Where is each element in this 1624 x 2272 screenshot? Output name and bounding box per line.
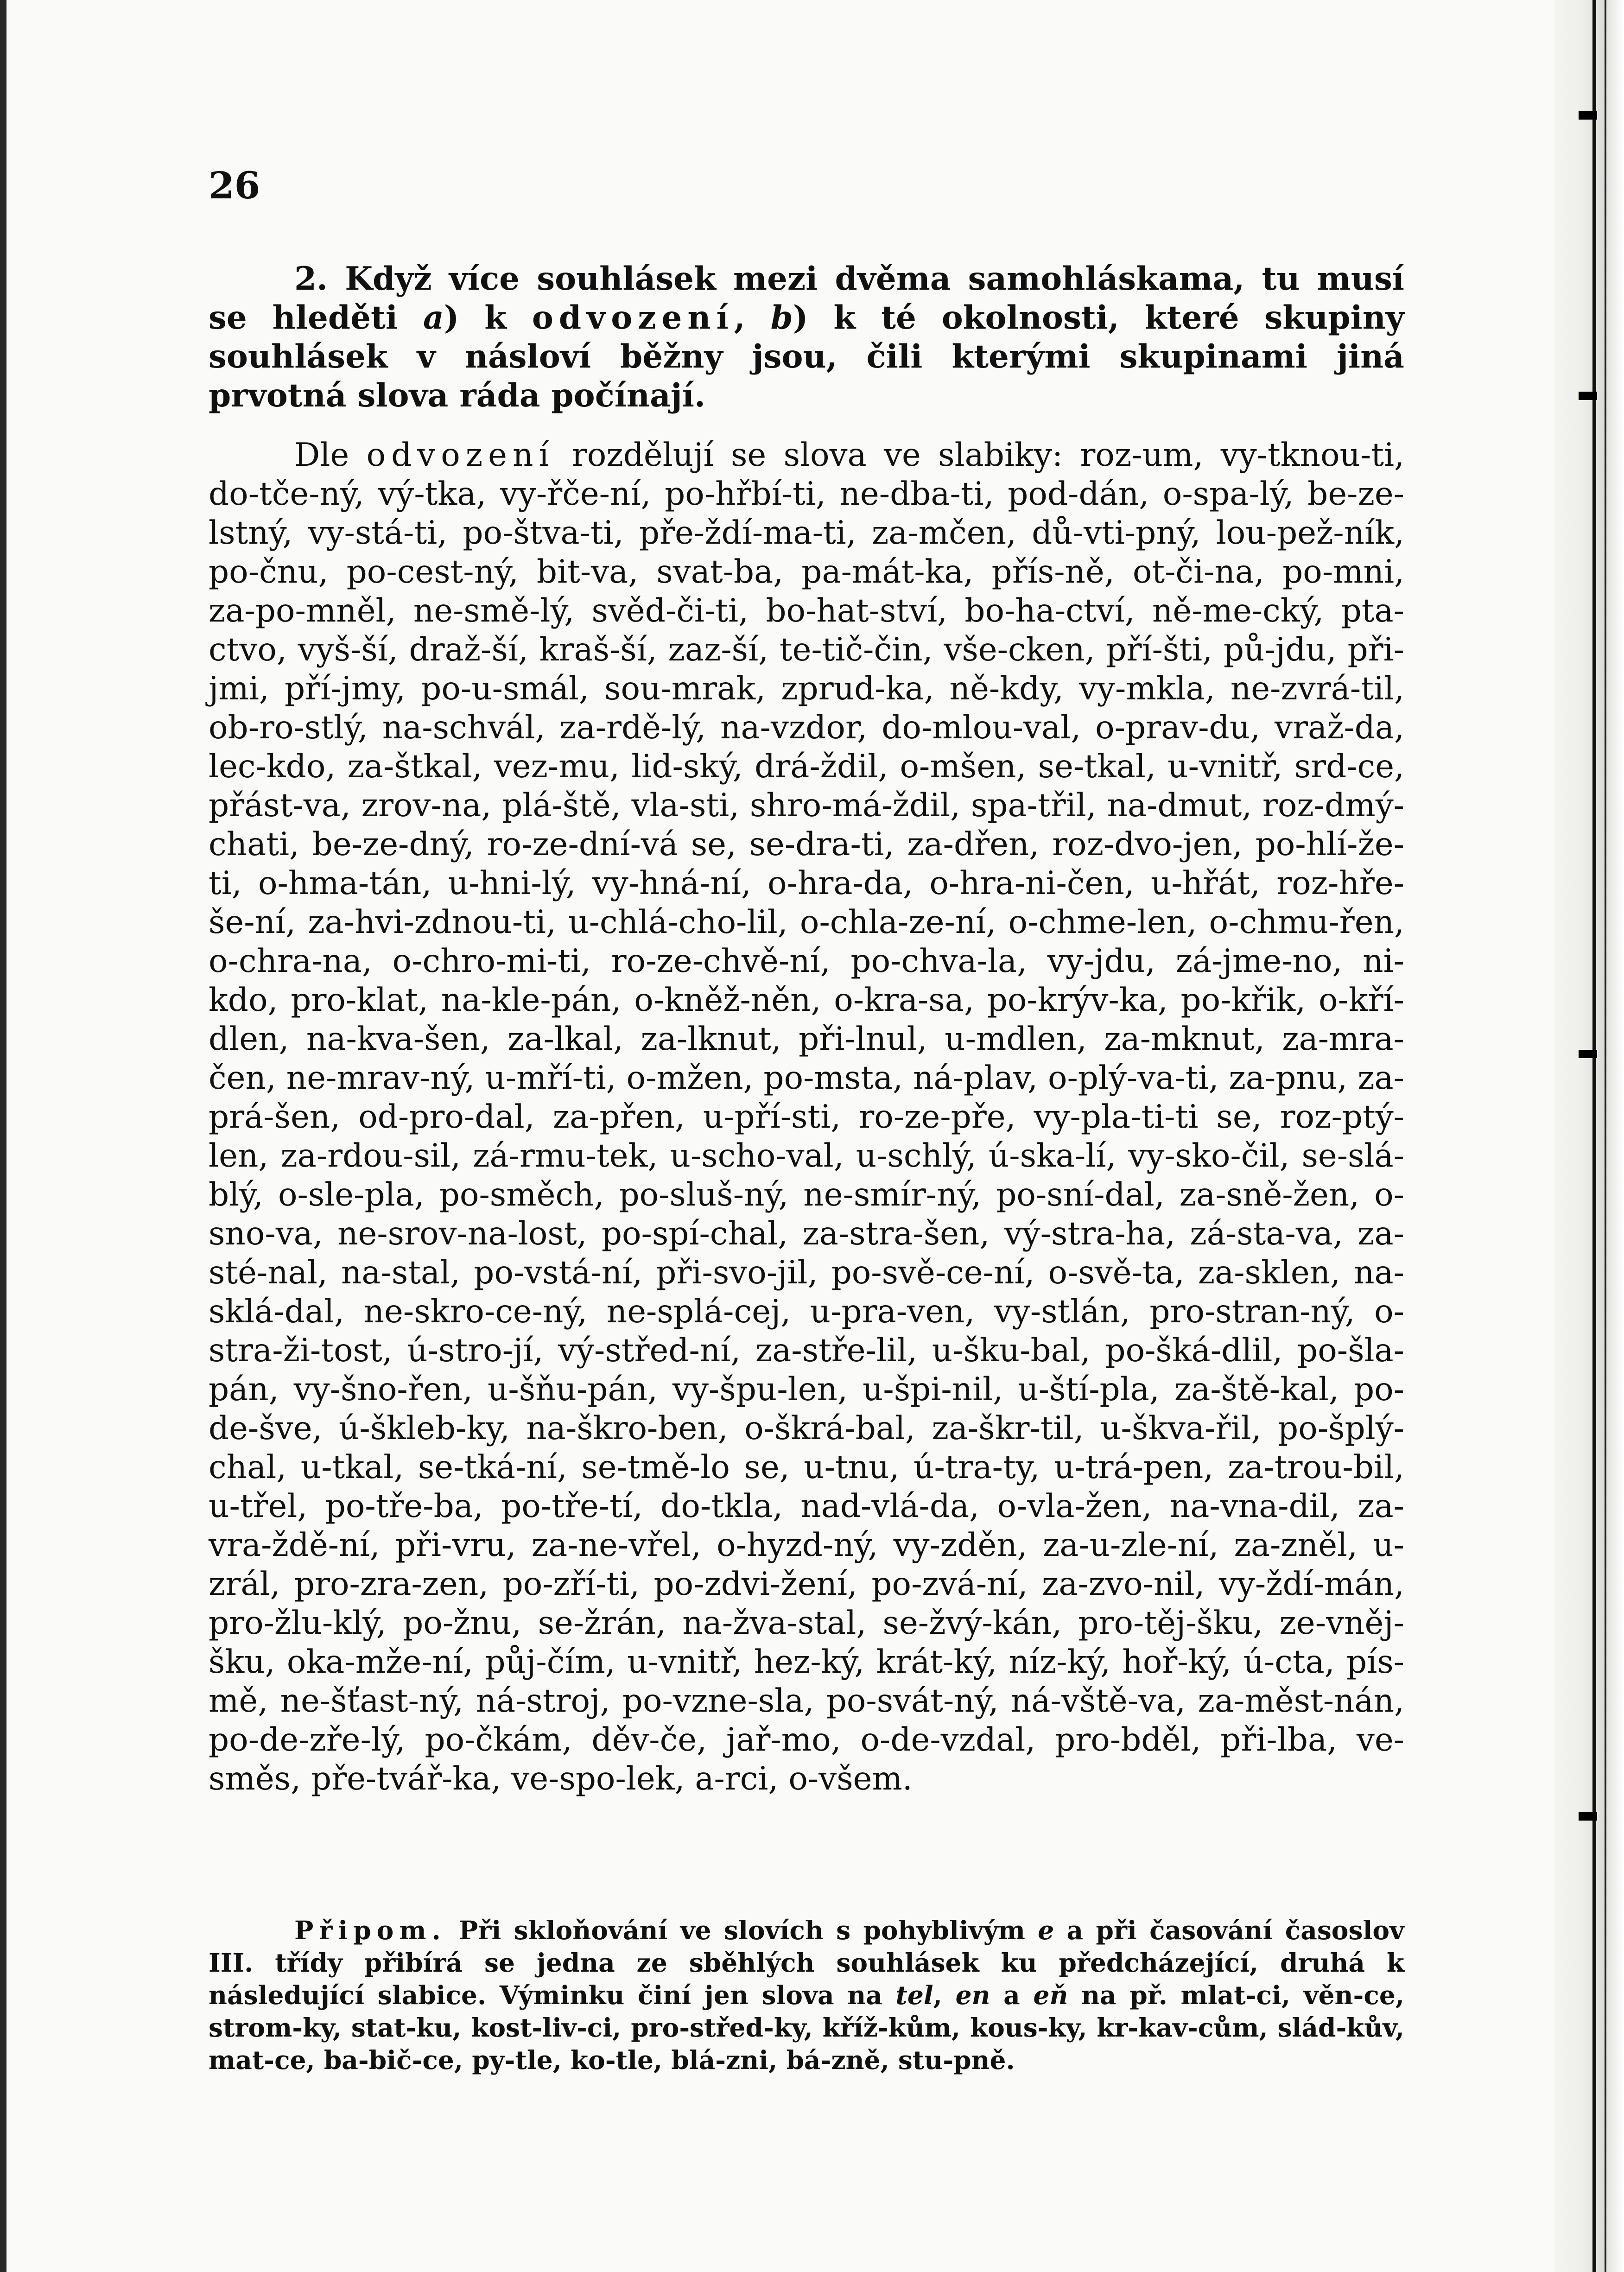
paragraph-2	[209, 260, 1404, 415]
right-edge-line-outer	[1605, 0, 1606, 2272]
note-en: en	[955, 1980, 990, 2010]
paragraph-syllables	[209, 436, 1404, 1798]
note-text-2: a při časování časoslov III. třídy přibírá se jedna ze sběhlých souhlásek ku předcházející, druhá k následující slabice. Výminku činí jen slova na	[209, 1915, 1404, 2010]
footnote	[209, 1914, 1404, 2076]
note-and: a	[990, 1980, 1034, 2010]
note-tel: tel	[895, 1980, 933, 2010]
para2-lead: Dle	[294, 437, 367, 474]
note-comma: ,	[933, 1980, 956, 2010]
label-a: a	[423, 299, 444, 336]
label-b: b	[770, 299, 793, 336]
emphasis-odvozeni-2: odvození	[366, 437, 555, 474]
note-label: Připom.	[294, 1915, 446, 1945]
left-scan-edge	[0, 0, 6, 2272]
note-text-1: Při skloňování ve slovích s pohyblivým	[446, 1915, 1038, 1945]
right-scan-edge	[1554, 0, 1624, 2272]
syllable-list: rozdělují se slova ve slabiky: roz-um, vy-tknou-ti, do-tče-ný, vý-tka, vy-řče-ní, po-hřbí-ti, ne-dba-ti, pod-dán, o-spa-lý, be-ze-lstný, vy-stá-ti, po-štva-ti, pře-ždí-ma-ti, za-mčen, dů-vti-pný, lou-pež-ník, po-čnu, po-cest-ný, bit-va, svat-ba, pa-mát-ka, přís-ně, ot-či-na, po-mni, za-po-mněl, ne-smě-lý, svěd-či-ti, bo-hat-ství, bo-ha-ctví, ně-me-cký, pta-ctvo, vyš-ší, draž-ší, kraš-ší, zaz-ší, te-tič-čin, vše-cken, pří-šti, pů-jdu, při-jmi, pří-jmy, po-u-smál, sou-mrak, zprud-ka, ně-kdy, vy-mkla, ne-zvrá-til, ob-ro-stlý, na-schvál, za-rdě-lý, na-vzdor, do-mlou-val, o-prav-du, vraž-da, lec-kdo, za-štkal, vez-mu, lid-ský, drá-ždil, o-mšen, se-tkal, u-vnitř, srd-ce, přást-va, zrov-na, plá-ště, vla-sti, shro-má-ždil, spa-třil, na-dmut, roz-dmý-chati, be-ze-dný, ro-ze-dní-vá se, se-dra-ti, za-dřen, roz-dvo-jen, po-hlí-že-ti, o-hma-tán, u-hni-lý, vy-hná-ní, o-hra-da, o-hra-ni-čen, u-hřát, roz-hře-še-ní, za-hvi-zdnou-ti, u-chlá-cho-lil, o-chla-ze-ní, o-chme-len, o-chmu-řen, o-chra-na, o-chro-mi-ti, ro-ze-chvě-ní, po-chva-la, vy-jdu, zá-jme-no, ni-kdo, pro-klat, na-kle-pán, o-kněž-něn, o-kra-sa, po-krýv-ka, po-křik, o-kří-dlen, na-kva-šen, za-lkal, za-lknut, při-lnul, u-mdlen, za-mknut, za-mra-čen, ne-mrav-ný, u-mří-ti, o-mžen, po-msta, ná-plav, o-plý-va-ti, za-pnu, za-prá-šen, od-pro-dal, za-přen, u-pří-sti, ro-ze-pře, vy-pla-ti-ti se, roz-ptý-len, za-rdou-sil, zá-rmu-tek, u-scho-val, u-schlý, ú-ska-lí, vy-sko-čil, se-slá-blý, o-sle-pla, po-směch, po-sluš-ný, ne-smír-ný, po-sní-dal, za-sně-žen, o-sno-va, ne-srov-na-lost, po-spí-chal, za-stra-šen, vý-stra-ha, zá-sta-va, za-sté-nal, na-stal, po-vstá-ní, při-svo-jil, po-svě-ce-ní, o-svě-ta, za-sklen, na-sklá-dal, ne-skro-ce-ný, ne-splá-cej, u-pra-ven, vy-stlán, pro-stran-ný, o-stra-ži-tost, ú-stro-jí, vý-střed-ní, za-stře-lil, u-šku-bal, po-šká-dlil, po-šla-pán, vy-šno-řen, u-šňu-pán, vy-špu-len, u-špi-nil, u-ští-pla, za-ště-kal, po-de-šve, ú-šklеb-ky, na-škro-ben, o-škrá-bal, za-škr-til, u-škva-řil, po-šplý-chal, u-tkal, se-tká-ní, se-tmě-lo se, u-tnu, ú-tra-ty, u-trá-pen, za-trou-bil, u-třel, po-tře-ba, po-tře-tí, do-tkla, nad-vlá-da, o-vla-žen, na-vna-dil, za-vra-ždě-ní, při-vru, za-ne-vřel, o-hyzd-ný, vy-zděn, za-u-zle-ní, za-zněl, u-zrál, pro-zra-zen, po-zří-ti, po-zdvi-žení, po-zvá-ní, za-zvo-nil, vy-ždí-mán, pro-žlu-klý, po-žnu, se-žrán, na-žva-stal, se-žvý-kán, pro-těj-šku, ze-vněj-šku, oka-mže-ní, půj-čím, u-vnitř, hez-ký, krát-ký, níz-ký, hoř-ký, ú-cta, pís-mě, ne-šťast-ný, ná-stroj, po-vzne-sla, po-svát-ný, ná-vště-va, za-měst-nán, po-de-zře-lý, po-čkám, děv-če, jař-mo, o-de-vzdal, pro-bděl, při-lba, ve-směs, pře-tvář-ka, ve-spo-lek, a-rci, o-všem.	[209, 437, 1405, 1797]
page-number: 26	[209, 164, 260, 207]
para1-b-text: ) k té okolnosti, které skupiny souhlásek v násloví běžny jsou, čili kterými skupinami jiná prvotná slova ráda počínají.	[209, 299, 1404, 414]
para1-a-text: ) k	[444, 299, 532, 336]
edge-mark	[1579, 111, 1597, 120]
edge-mark	[1579, 1050, 1597, 1058]
edge-mark	[1579, 1812, 1597, 1821]
para1-lead: 2. Když více souhlásek mezi dvěma samohláskama, tu musí se hleděti	[209, 260, 1404, 336]
note-en2: eň	[1033, 1980, 1068, 2010]
emphasis-odvozeni: odvození	[532, 299, 734, 336]
note-text-3: na př. mlat-ci, věn-ce, strom-ky, stat-ku, kost-liv-ci, pro-střed-ky, kříž-kům, kous-ky, kr-kav-cům, slád-kův, mat-ce, ba-bič-ce, py-tle, ko-tle, blá-zni, bá-zně, stu-pně.	[209, 1980, 1405, 2075]
note-e: e	[1038, 1915, 1054, 1945]
right-edge-line	[1592, 0, 1596, 2272]
edge-mark	[1579, 392, 1597, 400]
para1-mid: ,	[734, 299, 771, 336]
